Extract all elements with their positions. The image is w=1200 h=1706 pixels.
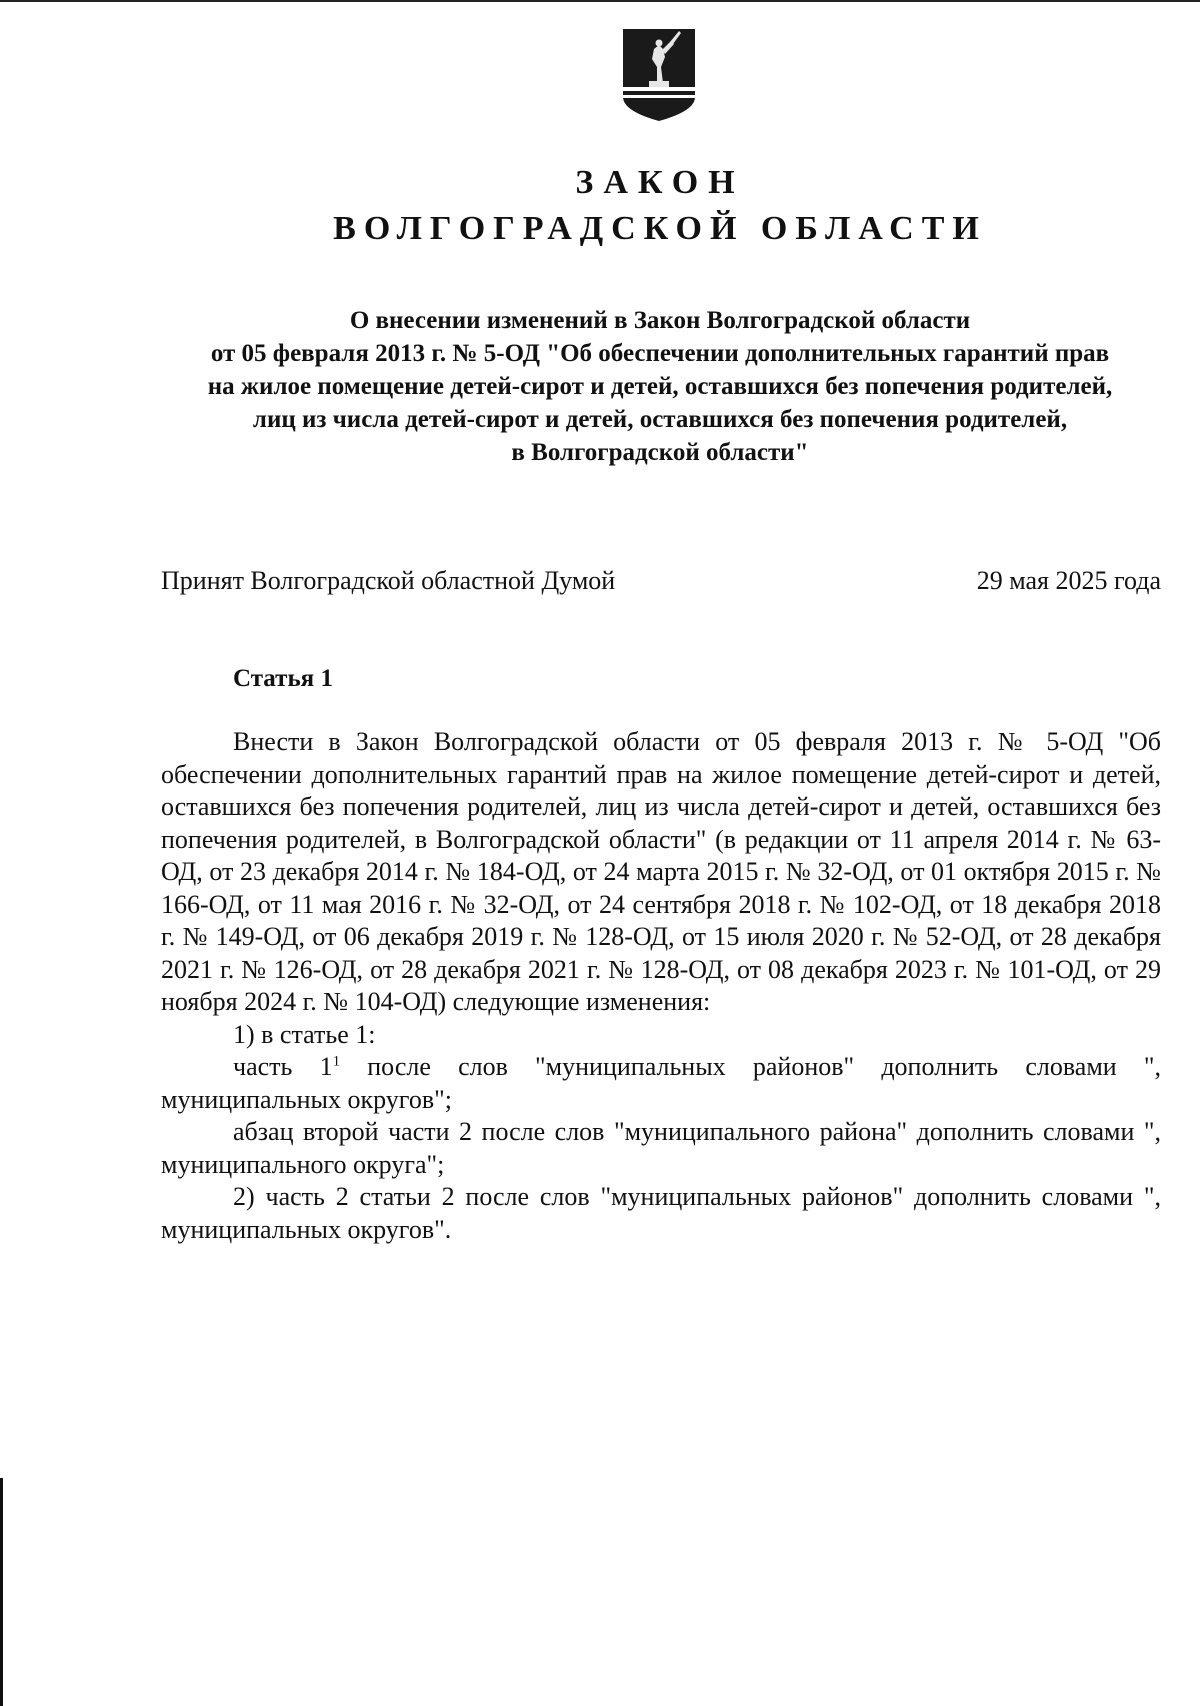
law-title [155,304,1165,469]
adoption-date: 29 мая 2025 года [976,566,1161,595]
superscript-index: 1 [332,1053,341,1070]
law-title-line: О внесении изменений в Закон Волгоградской области [349,307,971,334]
coat-of-arms-icon [621,27,697,123]
law-title-line: на жилое помещение детей-сирот и детей, оставшихся без попечения родителей, [207,373,1113,400]
adopting-body: Принят Волгоградской областной Думой [161,566,616,595]
amendment-item-1a-start: часть 1 [233,1052,333,1081]
law-heading: ЗАКОН [575,164,745,201]
article-title: Статья 1 [233,665,333,692]
amendment-item-1: 1) в статье 1: [233,1019,376,1049]
region-heading: ВОЛГОГРАДСКОЙ ОБЛАСТИ [333,210,987,247]
article-body [161,726,1161,1246]
amendment-item-1a-rest: после слов "муниципальных районов" дополнить словами ", муниципальных округов"; [161,1052,1161,1114]
top-scan-edge [0,0,1200,2]
law-title-line: в Волгоградской области" [511,439,809,466]
adoption-row [161,566,1161,596]
amendment-item-1b: абзац второй части 2 после слов "муниципального района" дополнить словами ", муниципального округа"; [161,1117,1161,1179]
amendment-item-2: 2) часть 2 статьи 2 после слов "муниципальных районов" дополнить словами ", муниципальных округов". [161,1182,1161,1244]
law-title-line: лиц из числа детей-сирот и детей, оставшихся без попечения родителей, [252,406,1068,433]
amendment-item-1a [161,1051,1161,1116]
left-scan-edge [0,1478,3,1706]
article-intro-paragraph: Внести в Закон Волгоградской области от 05 февраля 2013 г. № 5-ОД "Об обеспечении дополнительных гарантий прав на жилое помещение детей-сирот и детей, оставшихся без попечения родителей, лиц из числа детей-сирот и детей, оставшихся без попечения родителей, в Волгоградской области" (в редакции от 11 апреля 2014 г. № 63-ОД, от 23 декабря 2014 г. № 184-ОД, от 24 марта 2015 г. № 32-ОД, от 01 октября 2015 г. № 166-ОД, от 11 мая 2016 г. № 32-ОД, от 24 сентября 2018 г. № 102-ОД, от 18 декабря 2018 г. № 149-ОД, от 06 декабря 2019 г. № 128-ОД, от 15 июля 2020 г. № 52-ОД, от 28 декабря 2021 г. № 126-ОД, от 28 декабря 2021 г. № 128-ОД, от 08 декабря 2023 г. № 101-ОД, от 29 ноября 2024 г. № 104-ОД) следующие изменения: [161,727,1161,1016]
law-title-line: от 05 февраля 2013 г. № 5-ОД "Об обеспечении дополнительных гарантий прав [210,340,1110,367]
